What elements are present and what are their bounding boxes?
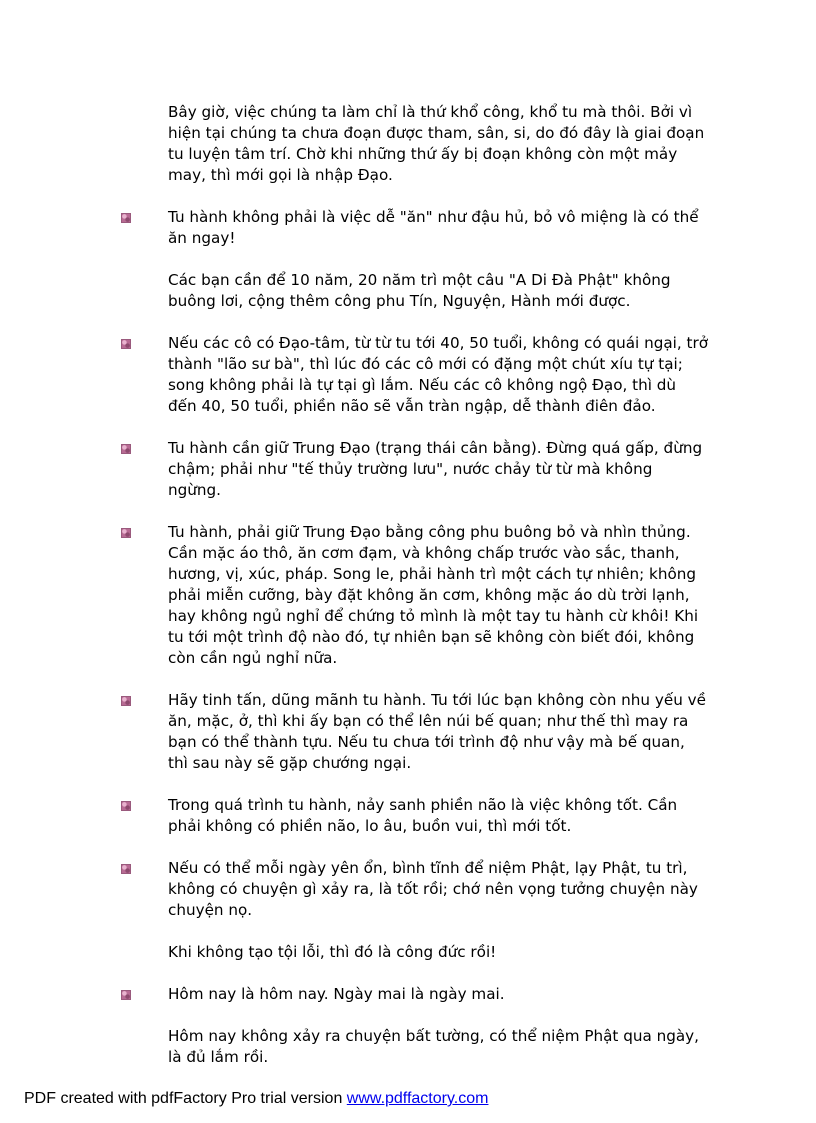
bullet-icon (121, 864, 131, 874)
bullet-icon (121, 801, 131, 811)
pdf-footer (24, 1090, 488, 1108)
bullet-item (168, 438, 708, 501)
paragraph-text: Nếu các cô có Đạo-tâm, từ từ tu tới 40, 50 tuổi, không có quái ngại, trở thành "lão sư bà", thì lúc đó các cô mới có đặng một chút xíu tự tại; song không phải là tự tại gì lắm. Nếu các cô không ngộ Đạo, thì dù đến 40, 50 tuổi, phiền não sẽ vẫn tràn ngập, dễ thành điên đảo. (168, 334, 709, 415)
paragraph (168, 1026, 708, 1068)
paragraph-text: Bây giờ, việc chúng ta làm chỉ là thứ khổ công, khổ tu mà thôi. Bởi vì hiện tại chúng ta chưa đoạn được tham, sân, si, do đó đây là giai đoạn tu luyện tâm trí. Chờ khi những thứ ấy bị đoạn không còn một mảy may, thì mới gọi là nhập Đạo. (168, 103, 705, 184)
paragraph-text: Tu hành, phải giữ Trung Đạo bằng công phu buông bỏ và nhìn thủng. Cần mặc áo thô, ăn cơm đạm, và không chấp trước vào sắc, thanh, hương, vị, xúc, pháp. Song le, phải hành trì một cách tự nhiên; không phải miễn cưỡng, bày đặt không ăn cơm, không mặc áo dù trời lạnh, hay không ngủ nghỉ để chứng tỏ mình là một tay tu hành cừ khôi! Khi tu tới một trình độ nào đó, tự nhiên bạn sẽ không còn biết đói, không còn cần ngủ nghỉ nữa. (168, 523, 699, 667)
page-body (168, 102, 708, 1068)
bullet-icon (121, 213, 131, 223)
bullet-item (168, 690, 708, 774)
bullet-item (168, 207, 708, 249)
paragraph-text: Tu hành không phải là việc dễ "ăn" như đậu hủ, bỏ vô miệng là có thể ăn ngay! (168, 208, 699, 247)
paragraph-text: Nếu có thể mỗi ngày yên ổn, bình tĩnh để niệm Phật, lạy Phật, tu trì, không có chuyện gì xảy ra, là tốt rồi; chớ nên vọng tưởng chuyện này chuyện nọ. (168, 859, 698, 919)
bullet-icon (121, 528, 131, 538)
bullet-icon (121, 444, 131, 454)
bullet-item (168, 333, 708, 417)
bullet-item (168, 984, 708, 1005)
paragraph-text: Hôm nay không xảy ra chuyện bất tường, có thể niệm Phật qua ngày, là đủ lắm rồi. (168, 1027, 699, 1066)
bullet-item (168, 858, 708, 921)
paragraph-text: Tu hành cần giữ Trung Đạo (trạng thái cân bằng). Đừng quá gấp, đừng chậm; phải như "tế thủy trường lưu", nước chảy từ từ mà không ngừng. (168, 439, 703, 499)
paragraph-text: Hãy tinh tấn, dũng mãnh tu hành. Tu tới lúc bạn không còn nhu yếu về ăn, mặc, ở, thì khi ấy bạn có thể lên núi bế quan; như thế thì may ra bạn có thể thành tựu. Nếu tu chưa tới trình độ như vậy mà bế quan, thì sau này sẽ gặp chướng ngại. (168, 691, 706, 772)
paragraph-text: Các bạn cần để 10 năm, 20 năm trì một câu "A Di Đà Phật" không buông lơi, cộng thêm công phu Tín, Nguyện, Hành mới được. (168, 271, 671, 310)
bullet-item (168, 522, 708, 669)
footer-text: PDF created with pdfFactory Pro trial version (24, 1090, 347, 1107)
paragraph-text: Trong quá trình tu hành, nảy sanh phiền não là việc không tốt. Cần phải không có phiền não, lo âu, buồn vui, thì mới tốt. (168, 796, 678, 835)
paragraph-text: Khi không tạo tội lỗi, thì đó là công đức rồi! (168, 943, 497, 961)
paragraph-text: Hôm nay là hôm nay. Ngày mai là ngày mai. (168, 985, 505, 1003)
bullet-icon (121, 339, 131, 349)
bullet-item (168, 795, 708, 837)
paragraph (168, 270, 708, 312)
bullet-icon (121, 696, 131, 706)
pdffactory-link[interactable]: www.pdffactory.com (346, 1090, 489, 1107)
bullet-icon (121, 990, 131, 1000)
paragraph (168, 942, 708, 963)
paragraph (168, 102, 708, 186)
